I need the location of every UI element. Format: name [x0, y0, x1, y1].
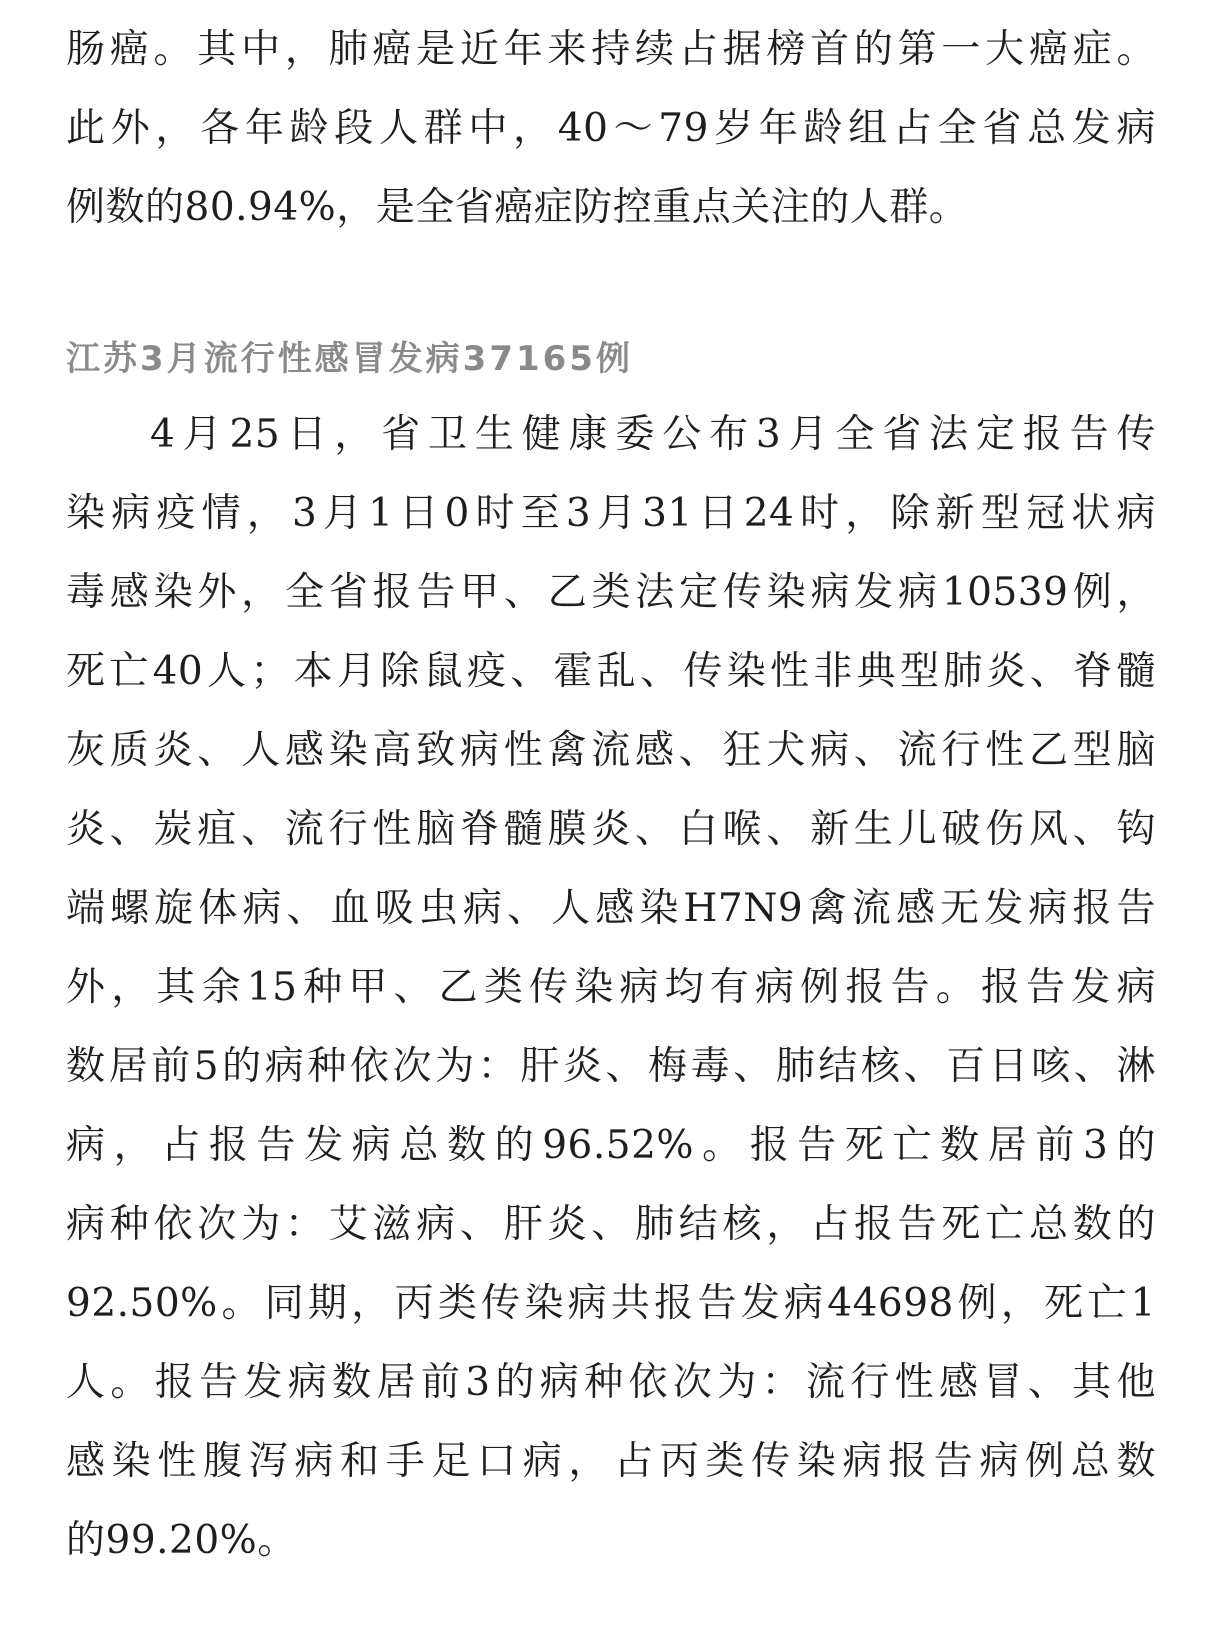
body-line-3: 毒感染外，全省报告甲、乙类法定传染病发病10539例，	[66, 570, 1156, 615]
intro-line-2: 此外，各年龄段人群中，40～79岁年龄组占全省总发病	[66, 106, 1156, 151]
body-line-2: 染病疫情，3月1日0时至3月31日24时，除新型冠状病	[66, 491, 1156, 536]
body-line-15: 的99.20%。	[66, 1518, 297, 1563]
body-line-14: 感染性腹泻病和手足口病，占丙类传染病报告病例总数	[66, 1439, 1156, 1484]
intro-line-3: 例数的80.94%，是全省癌症防控重点关注的人群。	[66, 185, 969, 230]
body-line-9: 数居前5的病种依次为：肝炎、梅毒、肺结核、百日咳、淋	[66, 1044, 1156, 1089]
body-line-13: 人。报告发病数居前3的病种依次为：流行性感冒、其他	[66, 1360, 1156, 1405]
body-line-8: 外，其余15种甲、乙类传染病均有病例报告。报告发病	[66, 965, 1156, 1010]
body-line-4: 死亡40人；本月除鼠疫、霍乱、传染性非典型肺炎、脊髓	[66, 649, 1156, 694]
body-line-7: 端螺旋体病、血吸虫病、人感染H7N9禽流感无发病报告	[66, 886, 1156, 931]
body-line-10: 病，占报告发病总数的96.52%。报告死亡数居前3的	[66, 1123, 1156, 1168]
body-line-1: 4月25日，省卫生健康委公布3月全省法定报告传	[150, 412, 1156, 457]
intro-line-1: 肠癌。其中，肺癌是近年来持续占据榜首的第一大癌症。	[66, 27, 1156, 72]
body-line-5: 灰质炎、人感染高致病性禽流感、狂犬病、流行性乙型脑	[66, 728, 1156, 773]
body-line-12: 92.50%。同期，丙类传染病共报告发病44698例，死亡1	[66, 1281, 1156, 1326]
body-line-6: 炎、炭疽、流行性脑脊髓膜炎、白喉、新生儿破伤风、钩	[66, 807, 1156, 852]
body-line-11: 病种依次为：艾滋病、肝炎、肺结核，占报告死亡总数的	[66, 1202, 1156, 1247]
section-heading: 江苏3月流行性感冒发病37165例	[66, 339, 633, 379]
